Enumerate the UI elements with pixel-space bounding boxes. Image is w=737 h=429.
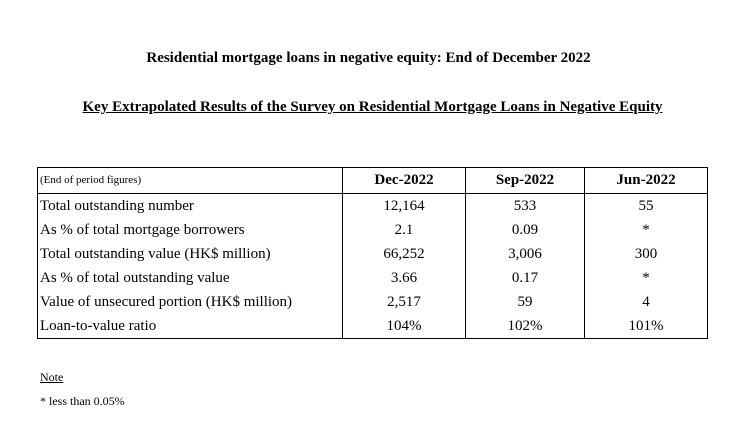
cell-value: 0.17: [466, 266, 585, 290]
table-row: [38, 242, 708, 266]
document-title: Residential mortgage loans in negative equity: End of December 2022: [146, 50, 591, 66]
cell-value: 533: [466, 194, 585, 219]
table-row: [38, 290, 708, 314]
note-text: * less than 0.05%: [40, 394, 125, 408]
cell-value: 2,517: [343, 290, 466, 314]
row-label: Total outstanding number: [38, 194, 343, 219]
period-note: (End of period figures): [38, 168, 343, 194]
row-label: Total outstanding value (HK$ million): [38, 242, 343, 266]
cell-value: 104%: [343, 314, 466, 339]
cell-value: 3.66: [343, 266, 466, 290]
cell-value: 55: [585, 194, 708, 219]
table-row: [38, 266, 708, 290]
cell-value: 2.1: [343, 218, 466, 242]
cell-value: *: [585, 266, 708, 290]
row-label: Loan-to-value ratio: [38, 314, 343, 339]
cell-value: 0.09: [466, 218, 585, 242]
cell-value: 300: [585, 242, 708, 266]
row-label: As % of total outstanding value: [38, 266, 343, 290]
note-heading: Note: [40, 370, 64, 384]
column-header-jun-2022: Jun-2022: [585, 168, 708, 194]
column-header-dec-2022: Dec-2022: [343, 168, 466, 194]
row-label: Value of unsecured portion (HK$ million): [38, 290, 343, 314]
cell-value: 4: [585, 290, 708, 314]
cell-value: 66,252: [343, 242, 466, 266]
column-header-sep-2022: Sep-2022: [466, 168, 585, 194]
cell-value: *: [585, 218, 708, 242]
cell-value: 59: [466, 290, 585, 314]
cell-value: 3,006: [466, 242, 585, 266]
table-row: [38, 194, 708, 219]
table-row: [38, 218, 708, 242]
cell-value: 12,164: [343, 194, 466, 219]
results-table: [37, 167, 708, 339]
cell-value: 101%: [585, 314, 708, 339]
row-label: As % of total mortgage borrowers: [38, 218, 343, 242]
table-subtitle: Key Extrapolated Results of the Survey on Residential Mortgage Loans in Negative Equity: [82, 99, 663, 115]
table-row: [38, 314, 708, 339]
cell-value: 102%: [466, 314, 585, 339]
table-header-row: [38, 168, 708, 194]
